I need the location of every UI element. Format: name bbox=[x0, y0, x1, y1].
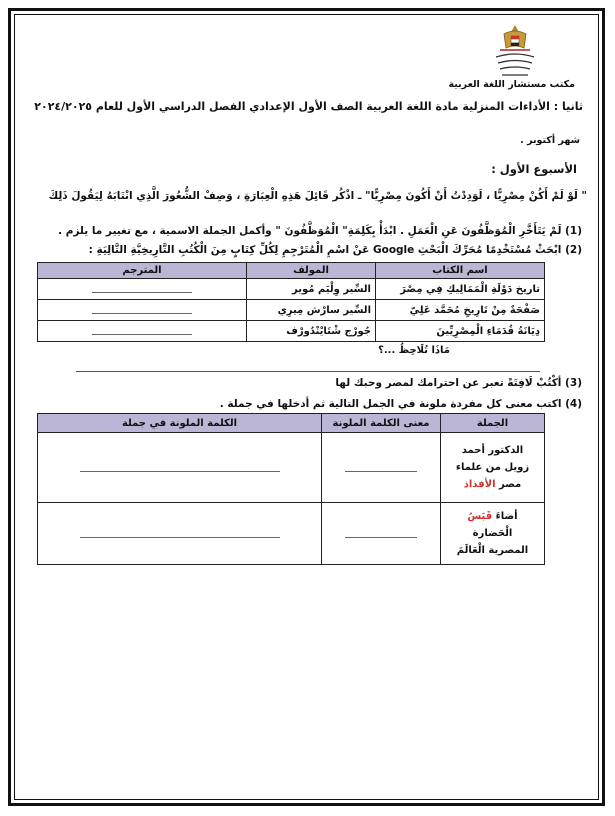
question-3: (3) أكْتُبْ لَافِتَةً تعبر عن احترامك لمصر وحبك لها bbox=[335, 377, 582, 389]
quote-question: " لَوْ لَمْ أَكُنْ مِصْرِيًّا ، لَوَدِدْتُ أَنْ أَكُونَ مِصْرِيًّا" ـ اذْكُر قَائِلَ هَذِهِ الْعِبَارَةِ ، وَصِفْ الشُّعُورَ الَّذِي انْتَابَهُ لِيَقُولَ ذَلِكَ bbox=[48, 190, 587, 202]
translator-blank[interactable] bbox=[38, 279, 247, 300]
sentence-part: زويل من علماء bbox=[455, 462, 530, 473]
translator-blank[interactable] bbox=[38, 321, 247, 342]
question-2: (2) ابْحَثْ مُسْتَخْدِمًا مُحَرِّكَ الْبَحْثِ Google عَنْ اسْمِ الْمُتَرْجِمِ لِكُلِّ كِتَابٍ مِنَ الْكُتُبِ التَّارِيخِيَّةِ التَّالِيَةِ : bbox=[88, 244, 582, 256]
book-title: تاريخ دَوْلَةِ الْمَمَالِيكِ فِي مِصْرَ bbox=[376, 279, 545, 300]
books-header-author: المولف bbox=[247, 263, 376, 279]
sentence-part: أضاءَ bbox=[492, 511, 518, 522]
colored-word: قَبَسُ bbox=[467, 511, 493, 522]
vocab-sentence bbox=[441, 433, 545, 503]
answer-line[interactable] bbox=[76, 371, 540, 372]
table-row bbox=[38, 300, 545, 321]
sentence-part: المصرية الْعَالَمَ bbox=[456, 545, 529, 556]
sentence-part: الْحَضارة bbox=[472, 528, 513, 539]
vocabulary-table bbox=[37, 413, 545, 565]
table-row bbox=[38, 433, 545, 503]
office-title: مكتب مستشار اللغة العربية bbox=[448, 79, 575, 90]
question-4: (4) اكتب معنى كل مفردة ملونة في الجمل التالية ثم أدخلها في جملة . bbox=[219, 398, 582, 410]
week-label: الأسبوع الأول : bbox=[491, 162, 577, 176]
meaning-blank[interactable] bbox=[322, 503, 441, 565]
vocab-sentence bbox=[441, 503, 545, 565]
book-author: السِّير وِلْيَم مُوير bbox=[247, 279, 376, 300]
colored-word: الأفذاذ bbox=[463, 479, 496, 490]
sentence-part: مصر bbox=[495, 479, 522, 490]
table-row bbox=[38, 279, 545, 300]
table-row bbox=[38, 321, 545, 342]
vocab-header-usage: الكلمة الملونة في جملة bbox=[38, 414, 322, 433]
sentence-part: الدكتور أحمد bbox=[461, 445, 524, 456]
books-header-book: اسم الكتاب bbox=[376, 263, 545, 279]
question-1: (1) لَمْ يَتَأَخَّرِ الْمُوَظَّفُونَ عَنِ الْعَمَلِ . ابْدَأْ بِكَلِمَةِ" الْمُوَظَّفُونَ " وأكمل الجملة الاسمية ، مع تغيير ما يلزم . bbox=[58, 225, 582, 237]
vocab-header-sentence: الجملة bbox=[441, 414, 545, 433]
ministry-logo-icon bbox=[490, 22, 540, 82]
observation-prompt: مَاذَا تُلَاحِظُ ...؟ bbox=[378, 345, 450, 356]
translator-blank[interactable] bbox=[38, 300, 247, 321]
meaning-blank[interactable] bbox=[322, 433, 441, 503]
book-author: جُورْج شْتَايْنْدُورْف bbox=[247, 321, 376, 342]
usage-blank[interactable] bbox=[38, 433, 322, 503]
book-title: دِيَانَةُ قُدَمَاءِ الْمِصْرِيِّينَ bbox=[376, 321, 545, 342]
vocab-header-meaning: معنى الكلمة الملونة bbox=[322, 414, 441, 433]
table-row bbox=[38, 503, 545, 565]
books-header-translator: المترجم bbox=[38, 263, 247, 279]
usage-blank[interactable] bbox=[38, 503, 322, 565]
month-label: شهر أكتوبر . bbox=[520, 135, 580, 146]
books-table bbox=[37, 262, 545, 342]
worksheet-title: ثانيا : الأداءات المنزلية مادة اللغة العربية الصف الأول الإعدادي الفصل الدراسي الأول للعام ٢٠٢٤/٢٠٢٥ bbox=[34, 100, 583, 113]
book-title: صَفْحَةٌ مِنْ تَارِيخِ مُحَمَّد عَلِيّ bbox=[376, 300, 545, 321]
book-author: السِّير سارْش مِيرِي bbox=[247, 300, 376, 321]
